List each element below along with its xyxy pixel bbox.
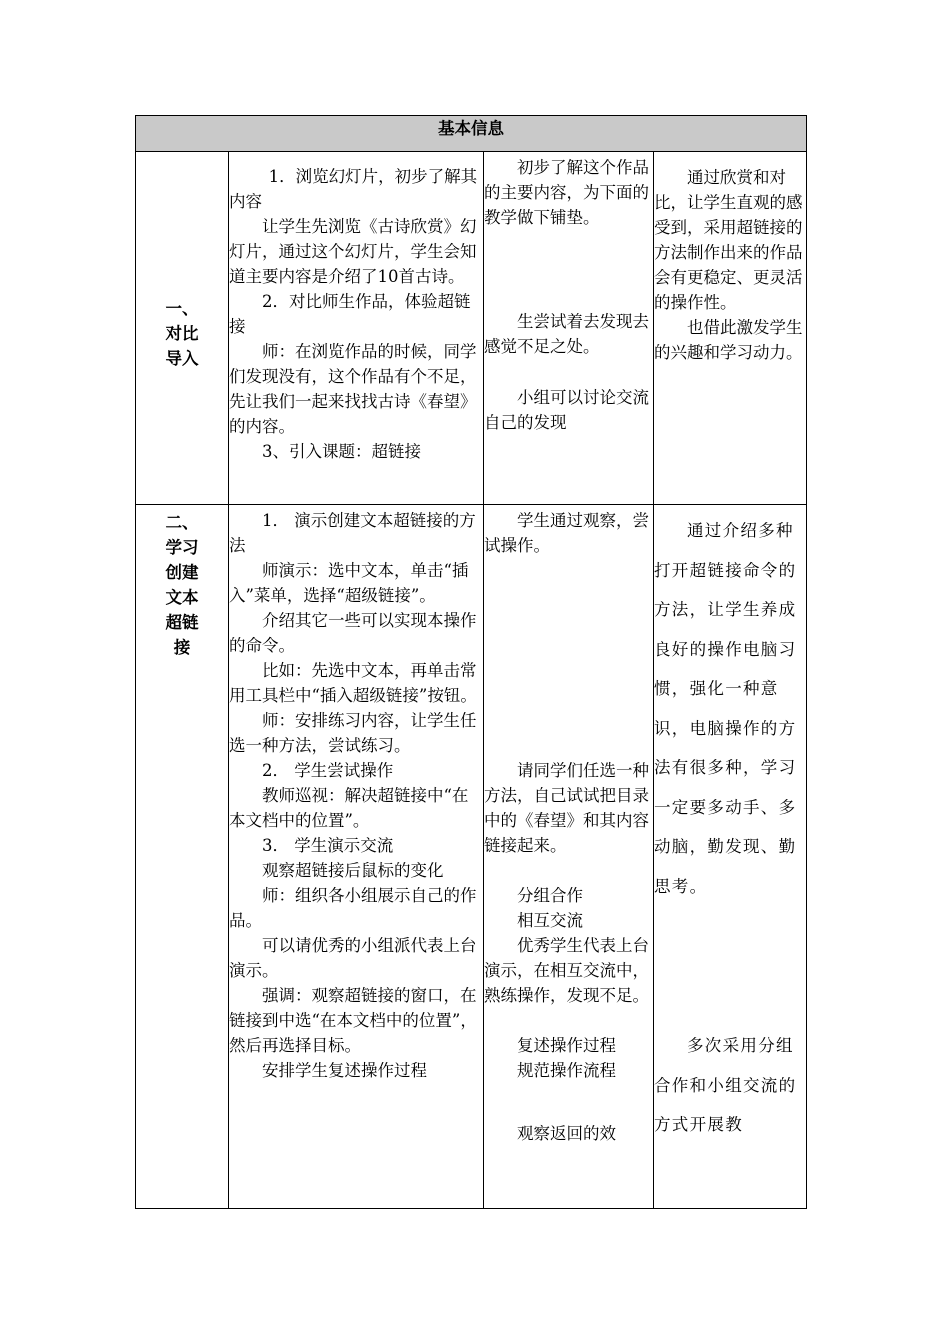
stage-cell (136, 152, 229, 505)
student-activity-cell (484, 152, 654, 505)
content-paragraph: 师：组织各小组展示自己的作品。 (229, 886, 477, 930)
activity-paragraph: 学生通过观察，尝试操作。 (484, 511, 649, 555)
activity-paragraph: 初步了解这个作品的主要内容，为下面的教学做下铺垫。 (484, 158, 649, 227)
content-paragraph: 1． 演示创建文本超链接的方法 (229, 511, 476, 555)
content-paragraph: 让学生先浏览《古诗欣赏》幻灯片，通过这个幻灯片，学生会知道主要内容是介绍了10首古诗。 (229, 217, 477, 286)
content-paragraph: 强调：观察超链接的窗口，在链接到中选“在本文档中的位置”，然后再选择目标。 (229, 986, 477, 1055)
stage-label: 对比 (165, 324, 199, 343)
activity-paragraph: 观察返回的效 (517, 1124, 616, 1143)
content-paragraph: 师：安排练习内容，让学生任选一种方法，尝试练习。 (229, 711, 477, 755)
stage-label: 学习 (165, 538, 199, 557)
intent-paragraph: 多次采用分组合作和小组交流的方式开展教 (654, 1036, 797, 1134)
content-paragraph: 介绍其它一些可以实现本操作的命令。 (229, 611, 477, 655)
intent-paragraph: 通过欣赏和对比，让学生直观的感受到，采用超链接的方法制作出来的作品会有更稳定、更灵活的操作性。 (654, 168, 803, 312)
activity-paragraph: 请同学们任选一种方法，自己试试把目录中的《春望》和其内容链接起来。 (484, 761, 649, 855)
content-paragraph: 安排学生复述操作过程 (262, 1061, 427, 1080)
intent-paragraph: 通过介绍多种打开超链接命令的方法，让学生养成良好的操作电脑习惯，强化一种意识，电脑操作的方法有很多种，学习一定要多动手、多动脑，勤发现、勤思考。 (654, 521, 797, 896)
table-header: 基本信息 (136, 116, 807, 152)
stage-label: 二、 (165, 513, 199, 532)
table-row (136, 152, 807, 505)
table-row (136, 505, 807, 1209)
lesson-plan-table (135, 115, 807, 1209)
stage-label: 文本 (165, 588, 199, 607)
content-paragraph: 3． 学生演示交流 (262, 836, 394, 855)
content-paragraph: 教师巡视：解决超链接中“在本文档中的位置”。 (229, 786, 469, 830)
header-row (136, 116, 807, 152)
content-paragraph: 2．对比师生作品，体验超链接 (229, 292, 471, 336)
content-paragraph: 1．浏览幻灯片，初步了解其内容 (229, 167, 478, 211)
content-paragraph: 3、引入课题：超链接 (262, 442, 421, 461)
student-activity-cell (484, 505, 654, 1209)
design-intent-cell (654, 152, 807, 505)
stage-label: 创建 (165, 563, 199, 582)
teaching-content-cell (229, 505, 484, 1209)
activity-paragraph: 规范操作流程 (517, 1061, 616, 1080)
design-intent-cell (654, 505, 807, 1209)
stage-label: 导入 (165, 349, 199, 368)
stage-label: 一、 (165, 299, 199, 318)
activity-paragraph: 优秀学生代表上台演示，在相互交流中，熟练操作，发现不足。 (484, 936, 649, 1005)
content-paragraph: 比如：先选中文本，再单击常用工具栏中“插入超级链接”按钮。 (229, 661, 477, 705)
activity-paragraph: 相互交流 (517, 911, 583, 930)
content-paragraph: 观察超链接后鼠标的变化 (262, 861, 444, 880)
content-paragraph: 师：在浏览作品的时候，同学们发现没有，这个作品有个不足，先让我们一起来找找古诗《春望》的内容。 (229, 342, 477, 436)
stage-label: 接 (173, 638, 191, 657)
teaching-content-cell (229, 152, 484, 505)
stage-label: 超链 (165, 613, 199, 632)
intent-paragraph: 也借此激发学生的兴趣和学习动力。 (654, 318, 803, 362)
activity-paragraph: 小组可以讨论交流自己的发现 (484, 388, 649, 432)
content-paragraph: 2． 学生尝试操作 (262, 761, 394, 780)
stage-cell (136, 505, 229, 1209)
activity-paragraph: 生尝试着去发现去感觉不足之处。 (484, 312, 649, 356)
activity-paragraph: 复述操作过程 (517, 1036, 616, 1055)
content-paragraph: 可以请优秀的小组派代表上台演示。 (229, 936, 477, 980)
activity-paragraph: 分组合作 (517, 886, 583, 905)
content-paragraph: 师演示：选中文本，单击“插入”菜单，选择“超级链接”。 (229, 561, 469, 605)
